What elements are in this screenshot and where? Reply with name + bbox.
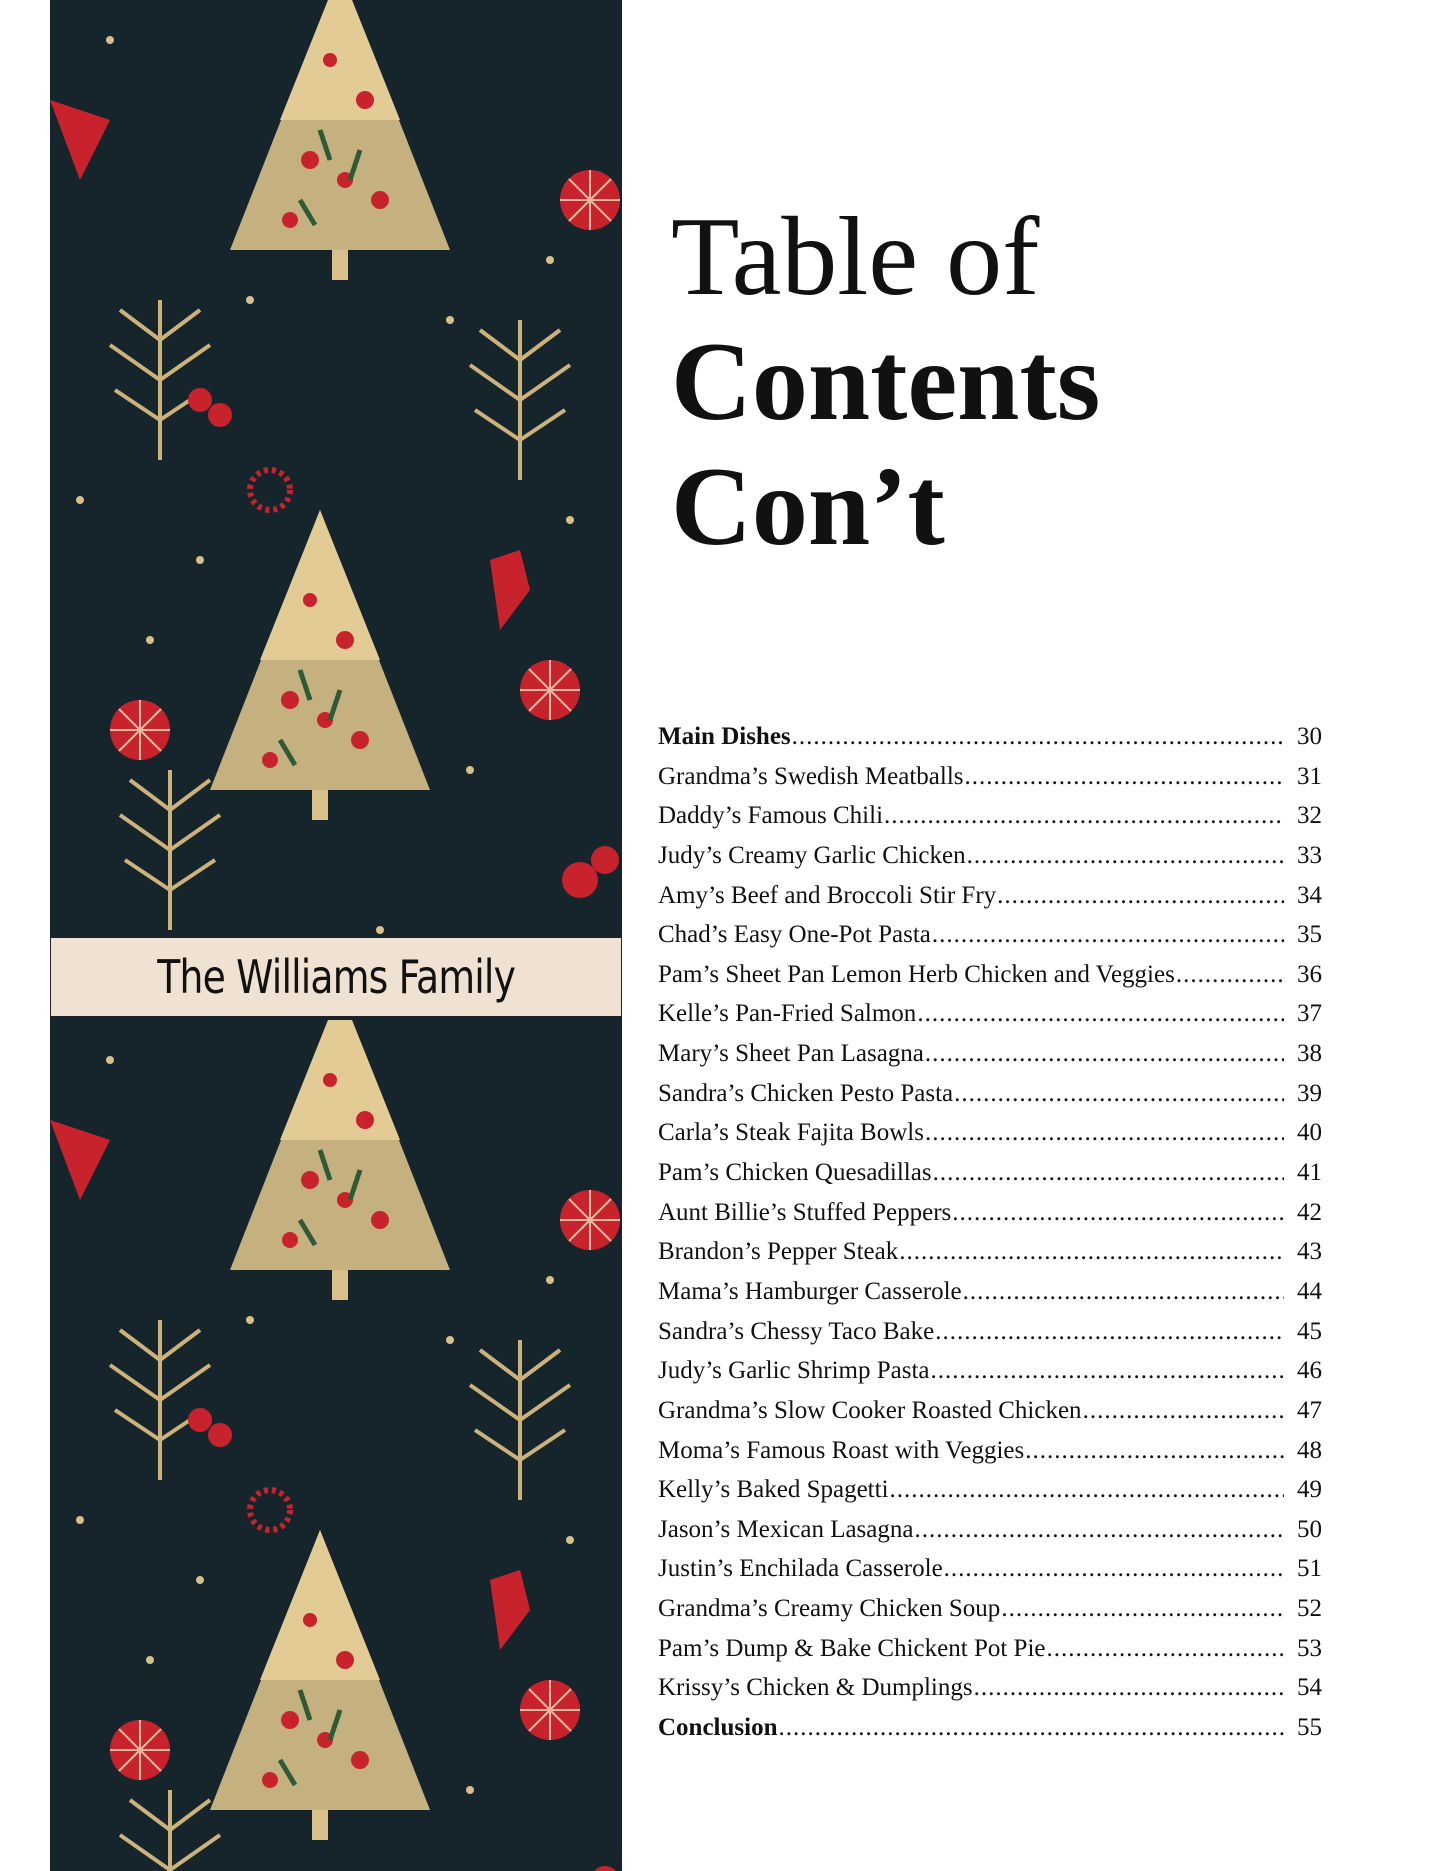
dot-leader [935,1318,1284,1346]
dot-leader [974,1674,1284,1702]
toc-entry-label: Judy’s Garlic Shrimp Pasta [658,1357,930,1385]
toc-entry[interactable] [658,1714,1322,1754]
family-name-banner [50,937,622,1017]
title-line-1: Table of [671,195,1040,319]
toc-entry[interactable] [658,1555,1322,1595]
christmas-pattern-panel [50,0,622,1871]
toc-page-number: 49 [1297,1476,1322,1504]
dot-leader [1025,1437,1284,1465]
dot-leader [792,723,1284,751]
dot-leader [965,763,1284,791]
dot-leader [932,921,1284,949]
toc-page-number: 39 [1297,1079,1322,1107]
title-line-3: Con’t [671,445,945,569]
title-line-2: Contents [671,320,1101,444]
toc-page-number: 33 [1297,841,1322,869]
toc-entry[interactable] [658,1674,1322,1714]
toc-entry-label: Main Dishes [658,723,791,750]
toc-entry[interactable] [658,1040,1322,1080]
toc-entry-label: Justin’s Enchilada Casserole [658,1555,943,1583]
toc-page-number: 46 [1297,1357,1322,1385]
toc-page-number: 30 [1297,723,1322,750]
toc-page-number: 41 [1297,1159,1322,1187]
toc-entry-label: Brandon’s Pepper Steak [658,1238,899,1266]
toc-entry-label: Mama’s Hamburger Casserole [658,1277,962,1305]
toc-entry-label: Amy’s Beef and Broccoli Stir Fry [658,881,997,909]
toc-entry-label: Sandra’s Chessy Taco Bake [658,1317,935,1345]
toc-entry[interactable] [658,1437,1322,1477]
toc-entry-label: Daddy’s Famous Chili [658,802,884,830]
toc-entry-label: Moma’s Famous Roast with Veggies [658,1436,1025,1464]
dot-leader [1001,1595,1284,1623]
dot-leader [917,1000,1284,1028]
toc-entry[interactable] [658,1516,1322,1556]
toc-entry-label: Sandra’s Chicken Pesto Pasta [658,1079,954,1107]
toc-entry-label: Grandma’s Creamy Chicken Soup [658,1595,1001,1623]
toc-entry-label: Kelly’s Baked Spagetti [658,1476,889,1504]
dot-leader [899,1238,1284,1266]
toc-page-number: 44 [1297,1277,1322,1305]
dot-leader [933,1159,1284,1187]
toc-page-number: 34 [1297,881,1322,909]
toc-entry-label: Krissy’s Chicken & Dumplings [658,1674,973,1702]
page-title [671,195,1100,570]
dot-leader [997,882,1284,910]
toc-entry-label: Pam’s Dump & Bake Chickent Pot Pie [658,1634,1046,1662]
dot-leader [1083,1397,1284,1425]
dot-leader [914,1516,1284,1544]
dot-leader [931,1357,1284,1385]
toc-entry[interactable] [658,1159,1322,1199]
toc-page-number: 45 [1297,1317,1322,1345]
toc-entry[interactable] [658,1278,1322,1318]
toc-entry[interactable] [658,961,1322,1001]
toc-entry-label: Aunt Billie’s Stuffed Peppers [658,1198,952,1226]
family-name: The Williams Family [157,950,515,1004]
toc-page-number: 32 [1297,802,1322,830]
toc-entry-label: Judy’s Creamy Garlic Chicken [658,841,966,869]
toc-entry-label: Pam’s Sheet Pan Lemon Herb Chicken and Veggies [658,960,1175,988]
dot-leader [954,1080,1284,1108]
toc-entry[interactable] [658,842,1322,882]
toc-entry[interactable] [658,1318,1322,1358]
toc-entry-label: Grandma’s Slow Cooker Roasted Chicken [658,1396,1082,1424]
dot-leader [952,1199,1284,1227]
toc-page-number: 51 [1297,1555,1322,1583]
toc-page-number: 50 [1297,1515,1322,1543]
toc-page-number: 43 [1297,1238,1322,1266]
toc-entry[interactable] [658,1357,1322,1397]
toc-page-number: 54 [1297,1674,1322,1702]
toc-entry[interactable] [658,723,1322,763]
toc-entry[interactable] [658,1080,1322,1120]
toc-page-number: 40 [1297,1119,1322,1147]
table-of-contents [658,723,1322,1754]
toc-page-number: 55 [1297,1714,1322,1742]
toc-entry-label: Carla’s Steak Fajita Bowls [658,1119,924,1147]
dot-leader [944,1555,1284,1583]
toc-entry[interactable] [658,1238,1322,1278]
toc-page-number: 48 [1297,1436,1322,1464]
toc-page-number: 53 [1297,1634,1322,1662]
dot-leader [884,802,1284,830]
dot-leader [963,1278,1284,1306]
toc-entry[interactable] [658,921,1322,961]
toc-entry[interactable] [658,1476,1322,1516]
toc-page-number: 47 [1297,1396,1322,1424]
toc-entry[interactable] [658,1635,1322,1675]
toc-entry-label: Chad’s Easy One-Pot Pasta [658,921,931,949]
toc-entry[interactable] [658,1595,1322,1635]
toc-entry[interactable] [658,1397,1322,1437]
dot-leader [778,1714,1284,1742]
toc-page-number: 36 [1297,960,1322,988]
dot-leader [1176,961,1284,989]
toc-page-number: 37 [1297,1000,1322,1028]
toc-entry-label: Pam’s Chicken Quesadillas [658,1159,932,1187]
dot-leader [1047,1635,1285,1663]
toc-entry[interactable] [658,1119,1322,1159]
toc-page-number: 35 [1297,921,1322,949]
toc-entry[interactable] [658,1199,1322,1239]
toc-entry-label: Grandma’s Swedish Meatballs [658,762,964,790]
dot-leader [890,1476,1284,1504]
toc-entry[interactable] [658,1000,1322,1040]
christmas-tree-pattern [50,0,622,1871]
toc-page-number: 52 [1297,1595,1322,1623]
toc-entry-label: Conclusion [658,1714,778,1742]
dot-leader [925,1119,1284,1147]
toc-page-number: 31 [1297,762,1322,790]
toc-entry-label: Kelle’s Pan-Fried Salmon [658,1000,917,1028]
toc-page-number: 38 [1297,1040,1322,1068]
dot-leader [925,1040,1284,1068]
toc-entry[interactable] [658,763,1322,803]
toc-page-number: 42 [1297,1198,1322,1226]
toc-entry[interactable] [658,802,1322,842]
toc-entry-label: Jason’s Mexican Lasagna [658,1515,914,1543]
dot-leader [967,842,1284,870]
toc-entry[interactable] [658,882,1322,922]
toc-entry-label: Mary’s Sheet Pan Lasagna [658,1040,924,1068]
